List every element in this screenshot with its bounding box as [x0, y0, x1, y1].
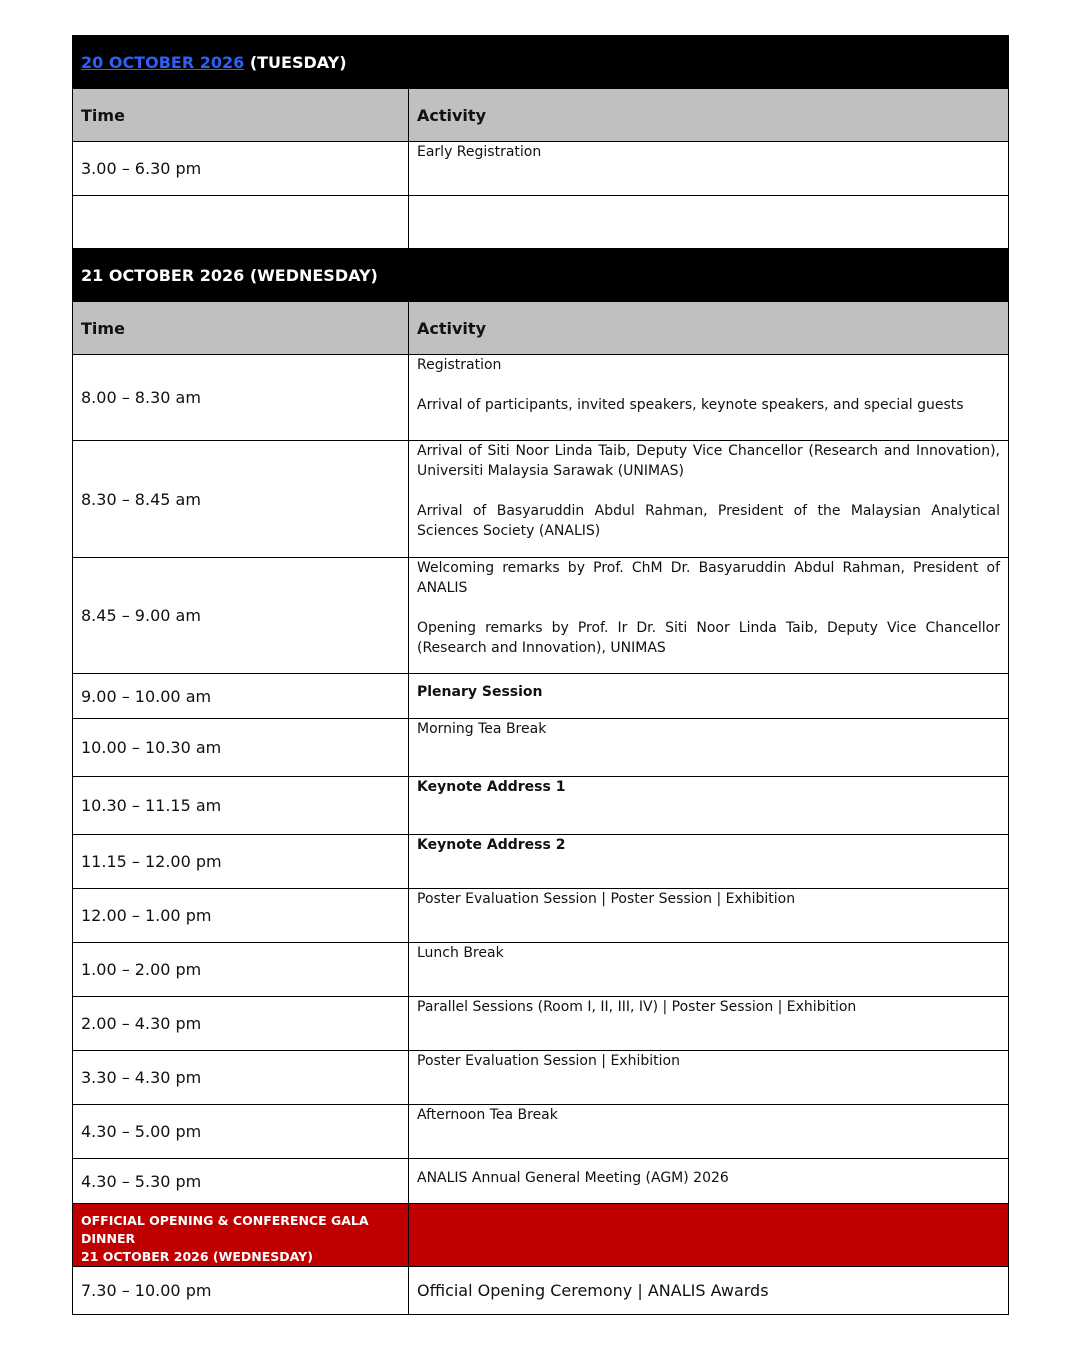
- table-row: [73, 835, 1009, 889]
- blank-cell: [409, 196, 1009, 249]
- table-row: [73, 1267, 1009, 1315]
- activity-cell: Afternoon Tea Break: [409, 1105, 1009, 1159]
- time-cell: 8.30 – 8.45 am: [73, 441, 409, 558]
- table-row: [73, 719, 1009, 777]
- time-cell: 11.15 – 12.00 pm: [73, 835, 409, 889]
- activity-line: Arrival of Basyaruddin Abdul Rahman, President of the Malaysian Analytical Sciences Society (ANALIS): [417, 503, 1000, 539]
- table-row: [73, 355, 1009, 441]
- day1-date-link[interactable]: 20 OCTOBER 2026: [81, 52, 245, 72]
- activity-cell: Poster Evaluation Session | Poster Session | Exhibition: [409, 889, 1009, 943]
- activity-cell: Lunch Break: [409, 943, 1009, 997]
- table-row: [73, 997, 1009, 1051]
- activity-cell: Morning Tea Break: [409, 719, 1009, 777]
- activity-cell: Official Opening Ceremony | ANALIS Awards: [409, 1267, 1009, 1315]
- time-cell: 8.00 – 8.30 am: [73, 355, 409, 441]
- activity-cell: Parallel Sessions (Room I, II, III, IV) | Poster Session | Exhibition: [409, 997, 1009, 1051]
- table-row: [73, 777, 1009, 835]
- day2-col-time: Time: [73, 302, 409, 355]
- activity-cell: Keynote Address 2: [409, 835, 1009, 889]
- activity-cell: [409, 558, 1009, 674]
- time-cell: 7.30 – 10.00 pm: [73, 1267, 409, 1315]
- blank-cell: [73, 196, 409, 249]
- day1-header: [73, 36, 1009, 89]
- table-row: [73, 943, 1009, 997]
- activity-line: Arrival of Siti Noor Linda Taib, Deputy Vice Chancellor (Research and Innovation), Universiti Malaysia Sarawak (UNIMAS): [417, 443, 1000, 479]
- day1-weekday: (TUESDAY): [244, 52, 347, 72]
- day2-header: 21 OCTOBER 2026 (WEDNESDAY): [73, 249, 1009, 302]
- time-cell: 2.00 – 4.30 pm: [73, 997, 409, 1051]
- activity-cell: ANALIS Annual General Meeting (AGM) 2026: [409, 1159, 1009, 1204]
- day2-column-header-row: [73, 302, 1009, 355]
- time-cell: 3.30 – 4.30 pm: [73, 1051, 409, 1105]
- activity-line: Registration: [417, 357, 502, 373]
- activity-line: Arrival of participants, invited speakers, keynote speakers, and special guests: [417, 397, 964, 413]
- day2-col-activity: Activity: [409, 302, 1009, 355]
- time-cell: 10.00 – 10.30 am: [73, 719, 409, 777]
- table-row: [73, 142, 1009, 196]
- time-cell: 9.00 – 10.00 am: [73, 674, 409, 719]
- activity-line: Opening remarks by Prof. Ir Dr. Siti Noor Linda Taib, Deputy Vice Chancellor (Research and Innovation), UNIMAS: [417, 620, 1000, 656]
- table-row: [73, 441, 1009, 558]
- time-cell: 8.45 – 9.00 am: [73, 558, 409, 674]
- gala-header-row: [73, 1204, 1009, 1267]
- activity-cell: Keynote Address 1: [409, 777, 1009, 835]
- time-cell: 1.00 – 2.00 pm: [73, 943, 409, 997]
- time-cell: 10.30 – 11.15 am: [73, 777, 409, 835]
- time-cell: 4.30 – 5.00 pm: [73, 1105, 409, 1159]
- day1-column-header-row: [73, 89, 1009, 142]
- day1-col-time: Time: [73, 89, 409, 142]
- gala-date: 21 OCTOBER 2026 (WEDNESDAY): [81, 1249, 313, 1264]
- blank-row: [73, 196, 1009, 249]
- time-cell: 4.30 – 5.30 pm: [73, 1159, 409, 1204]
- table-row: [73, 1105, 1009, 1159]
- gala-header-fill: [409, 1204, 1009, 1267]
- day1-col-activity: Activity: [409, 89, 1009, 142]
- schedule-table: [72, 35, 1009, 1315]
- time-cell: 12.00 – 1.00 pm: [73, 889, 409, 943]
- activity-cell: [409, 441, 1009, 558]
- gala-header: [73, 1204, 409, 1267]
- activity-cell: Early Registration: [409, 142, 1009, 196]
- table-row: [73, 674, 1009, 719]
- activity-cell: Poster Evaluation Session | Exhibition: [409, 1051, 1009, 1105]
- activity-cell: Plenary Session: [409, 674, 1009, 719]
- time-cell: 3.00 – 6.30 pm: [73, 142, 409, 196]
- activity-line: Welcoming remarks by Prof. ChM Dr. Basyaruddin Abdul Rahman, President of ANALIS: [417, 560, 1000, 596]
- day1-header-row: [73, 36, 1009, 89]
- activity-cell: [409, 355, 1009, 441]
- table-row: [73, 1051, 1009, 1105]
- day2-header-row: [73, 249, 1009, 302]
- table-row: [73, 558, 1009, 674]
- table-row: [73, 889, 1009, 943]
- gala-title: OFFICIAL OPENING & CONFERENCE GALA DINNER: [81, 1213, 369, 1246]
- table-row: [73, 1159, 1009, 1204]
